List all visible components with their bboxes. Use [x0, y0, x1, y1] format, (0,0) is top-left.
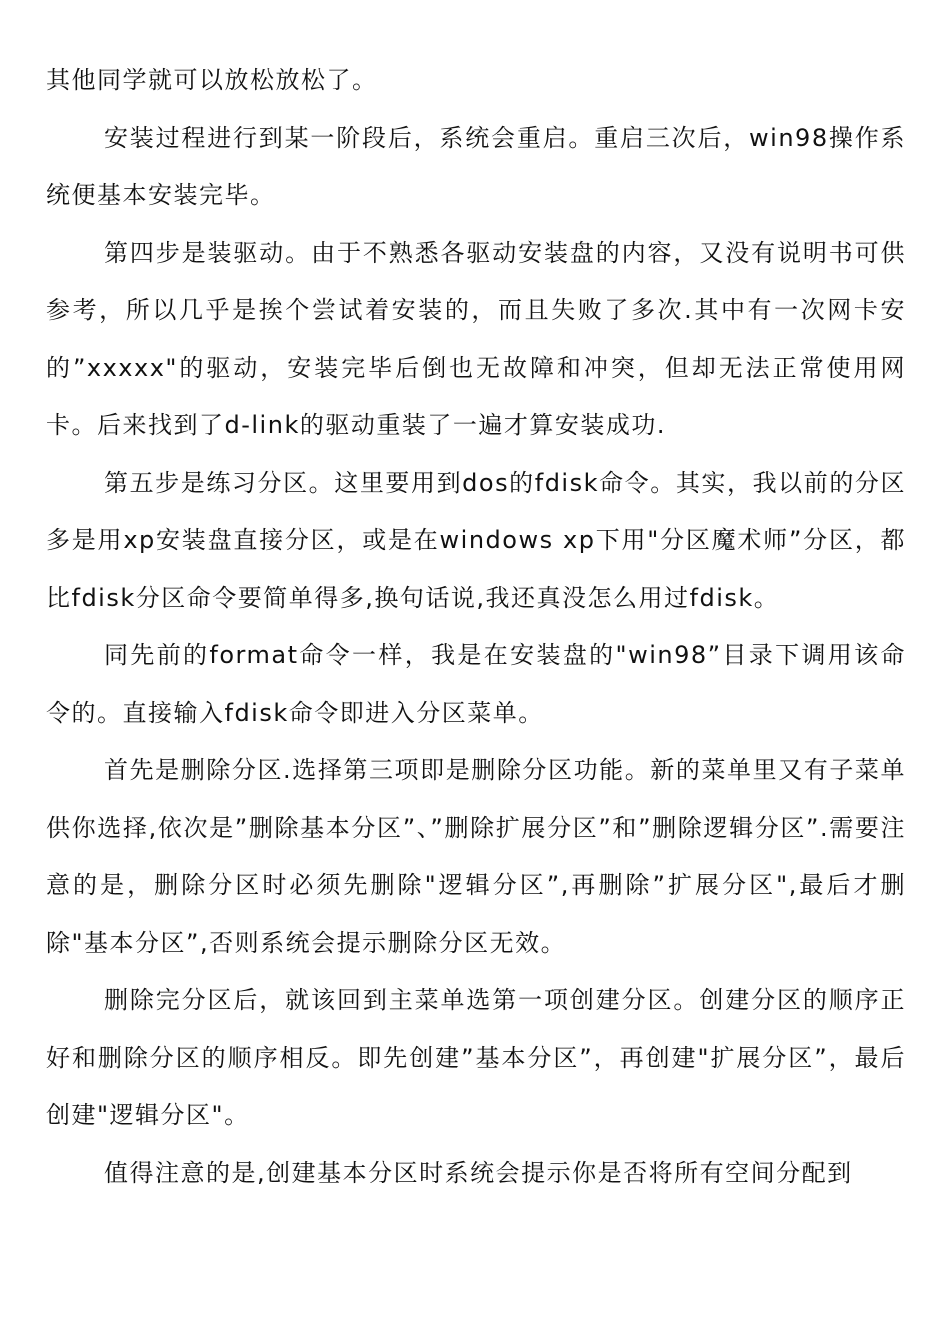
document-page — [46, 52, 906, 1202]
paragraph-step-four-drivers: 第四步是装驱动。由于不熟悉各驱动安装盘的内容，又没有说明书可供参考，所以几乎是挨个尝试着安装的，而且失败了多次.其中有一次网卡安的”xxxxx"的驱动，安装完毕后倒也无故障和冲突，但却无法正常使用网卡。后来找到了d-link的驱动重装了一遍才算安装成功. — [46, 238, 906, 439]
paragraph-step-five-partition: 第五步是练习分区。这里要用到dos的fdisk命令。其实，我以前的分区多是用xp安装盘直接分区，或是在windows xp下用"分区魔术师”分区，都比fdisk分区命令要简单得多,换句话说,我还真没怎么用过fdisk。 — [46, 468, 906, 612]
paragraph-note-primary-partition: 值得注意的是,创建基本分区时系统会提示你是否将所有空间分配到 — [104, 1158, 853, 1187]
paragraph-delete-partition: 首先是删除分区.选择第三项即是删除分区功能。新的菜单里又有子菜单供你选择,依次是”删除基本分区”、”删除扩展分区”和”删除逻辑分区”.需要注意的是，删除分区时必须先删除"逻辑分区”,再删除”扩展分区",最后才删除"基本分区”,否则系统会提示删除分区无效。 — [46, 756, 906, 957]
paragraph-reboot: 安装过程进行到某一阶段后，系统会重启。重启三次后，win98操作系统便基本安装完毕。 — [46, 123, 906, 209]
paragraph-continued: 其他同学就可以放松放松了。 — [46, 66, 378, 94]
paragraph-create-partition: 删除完分区后，就该回到主菜单选第一项创建分区。创建分区的顺序正好和删除分区的顺序相反。即先创建”基本分区”，再创建"扩展分区”，最后创建"逻辑分区"。 — [46, 986, 906, 1129]
paragraph-format-command: 同先前的format命令一样，我是在安装盘的"win98”目录下调用该命令的。直接输入fdisk命令即进入分区菜单。 — [46, 641, 906, 727]
